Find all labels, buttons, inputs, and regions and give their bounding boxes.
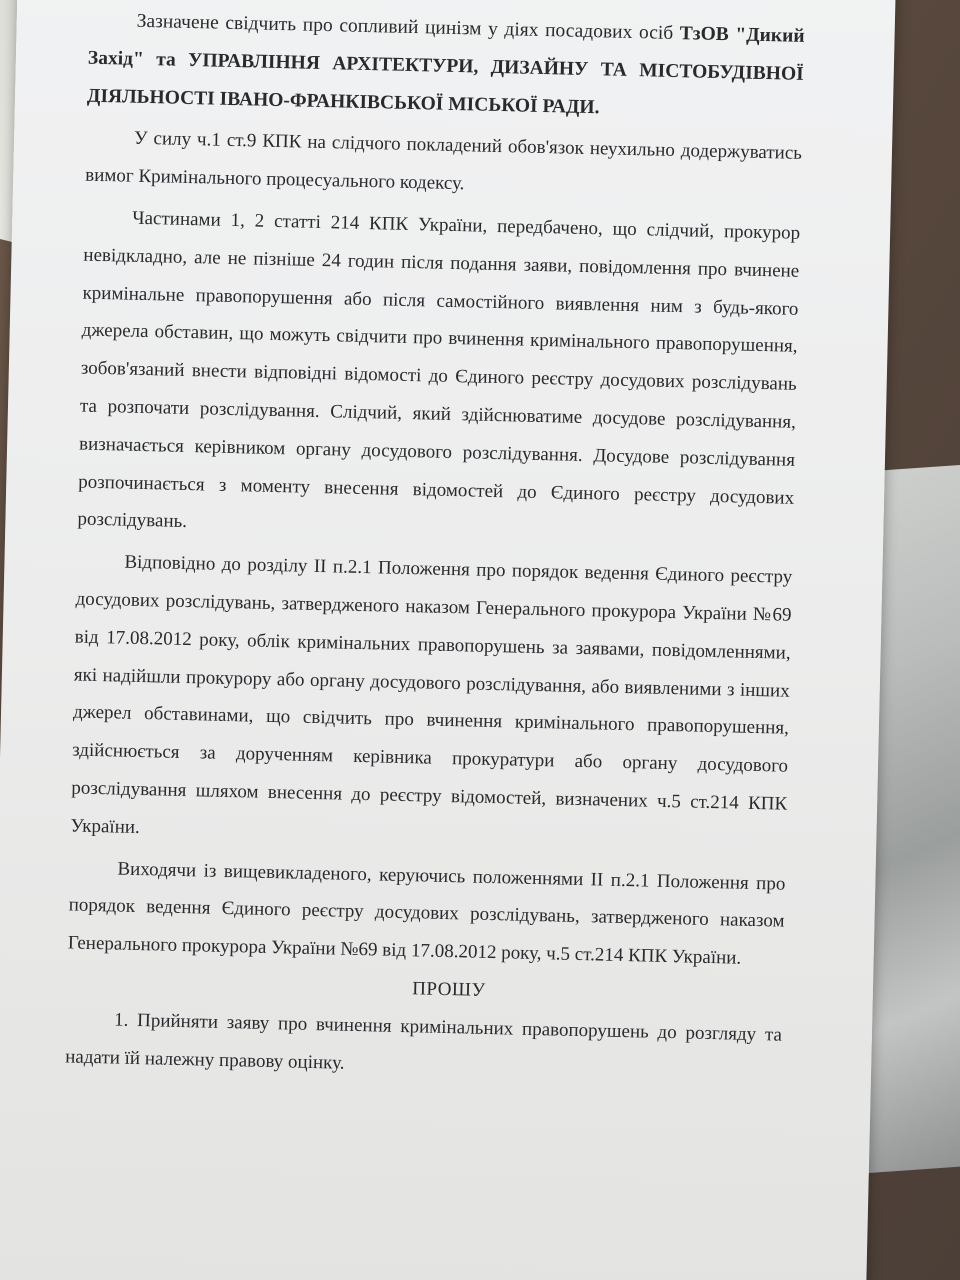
paragraph-conclusion: Виходячи із вищевикладеного, керуючись положеннями ІІ п.2.1 Положення про порядок ведення Єдиного реєстру досудових розслідувань, затвердженого наказом Генерального прокурора України №69 від 17.08.2012 року, ч.5 ст.214 КПК України. (67, 858, 786, 969)
intro-bold-text: ТзОВ "Дикий Захід" та УПРАВЛІННЯ АРХІТЕКТУРИ, ДИЗАЙНУ ТА МІСТОБУДІВНОЇ ДІЯЛЬНОСТІ ІВАНО-ФРАНКІВСЬКОЇ МІСЬКОЇ РАДИ. (86, 23, 805, 118)
paragraph-kpk-article-9: У силу ч.1 ст.9 КПК на слідчого покладений обов'язок неухильно додержуватись вимог Кримінального процесуального кодексу. (85, 128, 803, 195)
request-heading: ПРОШУ (411, 978, 486, 1001)
request-item-1: 1. Прийняти заяву про вчинення кримінальних правопорушень до розгляду та надати їй належну правову оцінку. (65, 1009, 783, 1074)
document-text (65, 2, 805, 1092)
intro-paragraph (87, 2, 805, 132)
intro-plain-text: Зазначене свідчить про сопливий цинізм у діях посадових осіб (136, 10, 681, 45)
paragraph-kpk-article-214: Частинами 1, 2 статті 214 КПК України, передбачено, що слідчий, прокурор невідкладно, але не пізніше 24 годин після подання заяви, повідомлення про вчинене кримінальне правопорушення або після самостійного виявлення ним з будь-якого джерела обставин, що можуть свідчити про вчинення кримінального правопорушення, зобов'язаний внести відповідні відомості до Єдиного реєстру досудових розслідувань та розпочати розслідування. Слідчий, який здійснюватиме досудове розслідування, визначається керівником органу досудового розслідування. Досудове розслідування розпочинається з моменту внесення відомостей до Єдиного реєстру досудових розслідувань. (77, 207, 801, 533)
paragraph-register-regulation: Відповідно до розділу ІІ п.2.1 Положення про порядок ведення Єдиного реєстру досудових розслідувань, затвердженого наказом Генерального прокурора України №69 від 17.08.2012 року, облік кримінальних правопорушень за заявами, повідомленнями, які надійшли прокурору або органу досудового розслідування, або виявленими з інших джерел обставинами, що свідчить про вчинення кримінального правопорушення, здійснюється за дорученням керівника прокуратури або органу досудового розслідування шляхом внесення до реєстру відомостей, визначених ч.5 ст.214 КПК України. (70, 551, 793, 838)
